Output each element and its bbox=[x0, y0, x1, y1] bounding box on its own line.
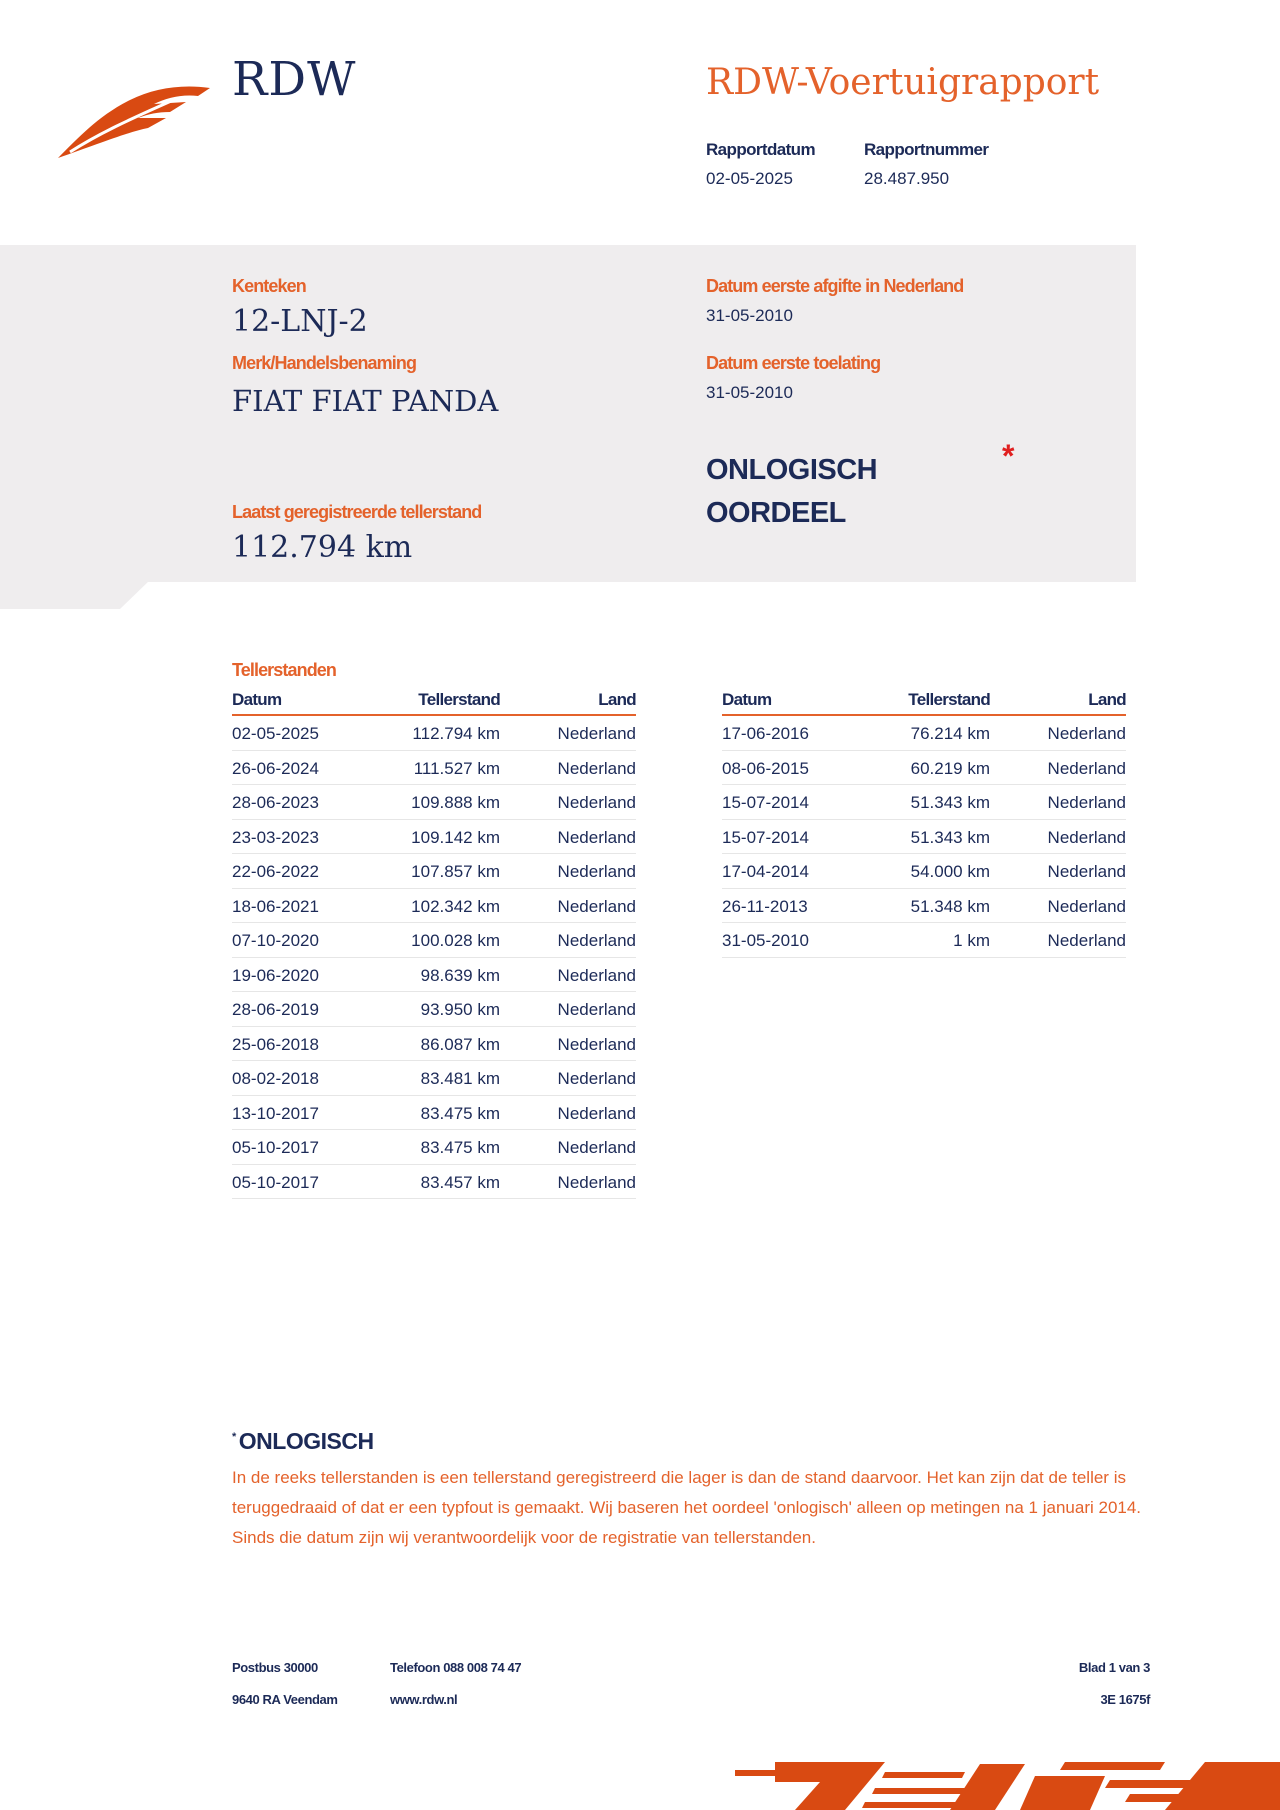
footer-page-number: Blad 1 van 3 bbox=[1078, 1660, 1150, 1675]
table-row bbox=[232, 1165, 636, 1200]
rdw-logo-icon bbox=[58, 82, 210, 162]
footnote-text: In de reeks tellerstanden is een tellerstand geregistreerd die lager is dan de stand daarvoor. Het kan zijn dat de teller is teruggedraaid of dat er een typfout is gemaakt. Wij baseren het oordeel 'onlogisch' alleen op metingen na 1 januari 2014. Sinds die datum zijn wij verantwoordelijk voor de registratie van tellerstanden. bbox=[232, 1468, 1142, 1547]
row-reading: 51.343 km bbox=[910, 827, 990, 847]
row-date: 05-10-2017 bbox=[232, 1172, 319, 1192]
table-row bbox=[232, 820, 636, 855]
row-country: Nederland bbox=[557, 793, 636, 812]
footer-pobox: Postbus 30000 bbox=[232, 1660, 318, 1675]
row-country: Nederland bbox=[557, 1000, 636, 1019]
col-header-country: Land bbox=[598, 690, 636, 709]
footnote-title-text: ONLOGISCH bbox=[238, 1428, 374, 1454]
row-date: 17-04-2014 bbox=[722, 862, 809, 881]
row-reading: 111.527 km bbox=[413, 758, 500, 778]
row-country: Nederland bbox=[1047, 758, 1126, 778]
footnote-asterisk: * bbox=[232, 1431, 236, 1444]
table-row bbox=[232, 751, 636, 786]
table-row bbox=[232, 992, 636, 1027]
row-country: Nederland bbox=[557, 1034, 636, 1054]
row-country: Nederland bbox=[1047, 896, 1126, 916]
row-date: 08-02-2018 bbox=[232, 1069, 319, 1088]
table-row bbox=[722, 785, 1126, 820]
row-reading: 83.475 km bbox=[420, 1103, 500, 1123]
table-row bbox=[232, 785, 636, 820]
verdict-line-2: OORDEEL bbox=[706, 497, 846, 529]
table-header bbox=[722, 680, 1126, 716]
report-number-value: 28.487.950 bbox=[864, 169, 950, 188]
row-date: 15-07-2014 bbox=[722, 827, 809, 847]
row-reading: 86.087 km bbox=[420, 1034, 500, 1054]
footnote-title bbox=[232, 1428, 374, 1455]
row-reading: 109.888 km bbox=[411, 793, 500, 812]
footer-website[interactable]: www.rdw.nl bbox=[390, 1692, 458, 1707]
table-row bbox=[722, 854, 1126, 889]
row-reading: 51.348 km bbox=[910, 896, 990, 916]
footer-code: 3E 1675f bbox=[1100, 1692, 1150, 1707]
row-date: 05-10-2017 bbox=[232, 1138, 319, 1157]
col-header-date: Datum bbox=[722, 690, 772, 709]
report-date-label: Rapportdatum bbox=[706, 140, 815, 159]
row-date: 25-06-2018 bbox=[232, 1034, 319, 1054]
row-country: Nederland bbox=[557, 931, 636, 950]
table-header bbox=[232, 680, 636, 716]
row-country: Nederland bbox=[557, 827, 636, 847]
row-date: 13-10-2017 bbox=[232, 1103, 319, 1123]
row-reading: 112.794 km bbox=[412, 724, 500, 743]
row-reading: 83.457 km bbox=[420, 1172, 500, 1192]
verdict-asterisk: * bbox=[1002, 438, 1015, 474]
row-date: 22-06-2022 bbox=[232, 862, 319, 881]
row-country: Nederland bbox=[557, 758, 636, 778]
first-admission-value: 31-05-2010 bbox=[706, 383, 793, 402]
table-row bbox=[232, 716, 636, 751]
row-country: Nederland bbox=[557, 1138, 636, 1157]
table-row bbox=[722, 751, 1126, 786]
table-row bbox=[232, 958, 636, 993]
row-reading: 54.000 km bbox=[910, 862, 990, 881]
table-row bbox=[232, 854, 636, 889]
row-reading: 109.142 km bbox=[411, 827, 500, 847]
table-row bbox=[232, 889, 636, 924]
row-date: 15-07-2014 bbox=[722, 793, 809, 812]
row-country: Nederland bbox=[1047, 793, 1126, 812]
row-country: Nederland bbox=[557, 1172, 636, 1192]
table-body bbox=[232, 716, 636, 1199]
row-country: Nederland bbox=[557, 896, 636, 916]
first-admission-label: Datum eerste toelating bbox=[706, 353, 881, 373]
row-reading: 98.639 km bbox=[420, 965, 500, 985]
first-issue-nl-value: 31-05-2010 bbox=[706, 306, 793, 325]
row-reading: 83.481 km bbox=[420, 1069, 500, 1088]
row-date: 26-06-2024 bbox=[232, 758, 319, 778]
table-row bbox=[722, 716, 1126, 751]
make-value: FIAT FIAT PANDA bbox=[232, 384, 499, 418]
table-row bbox=[232, 1061, 636, 1096]
footer-phone: Telefoon 088 008 74 47 bbox=[390, 1660, 522, 1675]
row-country: Nederland bbox=[557, 724, 636, 743]
row-reading: 93.950 km bbox=[420, 1000, 500, 1019]
report-title: RDW-Voertuigrapport bbox=[706, 62, 1100, 103]
row-date: 17-06-2016 bbox=[722, 724, 809, 743]
col-header-country: Land bbox=[1088, 690, 1126, 709]
row-reading: 60.219 km bbox=[910, 758, 990, 778]
table-row bbox=[232, 1027, 636, 1062]
col-header-reading: Tellerstand bbox=[908, 690, 990, 709]
last-odometer-value: 112.794 km bbox=[232, 530, 413, 565]
row-date: 28-06-2023 bbox=[232, 793, 319, 812]
plate-label: Kenteken bbox=[232, 276, 306, 296]
report-date-value: 02-05-2025 bbox=[706, 169, 793, 188]
row-reading: 76.214 km bbox=[910, 724, 990, 743]
row-country: Nederland bbox=[1047, 827, 1126, 847]
row-country: Nederland bbox=[557, 1103, 636, 1123]
row-country: Nederland bbox=[1047, 862, 1126, 881]
plate-value: 12-LNJ-2 bbox=[232, 304, 368, 339]
table-row bbox=[722, 923, 1126, 958]
table-row bbox=[232, 923, 636, 958]
row-country: Nederland bbox=[1047, 724, 1126, 743]
first-issue-nl-label: Datum eerste afgifte in Nederland bbox=[706, 276, 964, 296]
row-date: 28-06-2019 bbox=[232, 1000, 319, 1019]
row-date: 07-10-2020 bbox=[232, 931, 319, 950]
row-reading: 102.342 km bbox=[411, 896, 500, 916]
table-row bbox=[232, 1096, 636, 1131]
row-reading: 83.475 km bbox=[420, 1138, 500, 1157]
table-body bbox=[722, 716, 1126, 958]
brand-name: RDW bbox=[232, 52, 357, 107]
row-date: 02-05-2025 bbox=[232, 724, 319, 743]
last-odometer-label: Laatst geregistreerde tellerstand bbox=[232, 502, 482, 522]
table-row bbox=[722, 820, 1126, 855]
footer-stripes-graphic-icon bbox=[735, 1758, 1280, 1810]
col-header-date: Datum bbox=[232, 690, 282, 709]
row-date: 31-05-2010 bbox=[722, 931, 809, 950]
row-country: Nederland bbox=[1047, 931, 1126, 950]
row-reading: 100.028 km bbox=[411, 931, 500, 950]
report-number-label: Rapportnummer bbox=[864, 140, 989, 159]
odometer-table-left bbox=[232, 680, 636, 1199]
make-label: Merk/Handelsbenaming bbox=[232, 353, 417, 373]
row-country: Nederland bbox=[557, 1069, 636, 1088]
row-date: 23-03-2023 bbox=[232, 827, 319, 847]
row-date: 19-06-2020 bbox=[232, 965, 319, 985]
row-date: 26-11-2013 bbox=[722, 896, 808, 916]
row-date: 18-06-2021 bbox=[232, 896, 319, 916]
table-row bbox=[722, 889, 1126, 924]
odometer-section-title: Tellerstanden bbox=[232, 660, 336, 680]
table-row bbox=[232, 1130, 636, 1165]
col-header-reading: Tellerstand bbox=[418, 690, 500, 709]
row-date: 08-06-2015 bbox=[722, 758, 809, 778]
row-reading: 107.857 km bbox=[411, 862, 500, 881]
verdict-line-1: ONLOGISCH bbox=[706, 454, 878, 486]
odometer-table-right bbox=[722, 680, 1126, 958]
footer-city: 9640 RA Veendam bbox=[232, 1692, 338, 1707]
vehicle-summary-panel bbox=[0, 245, 1136, 582]
row-reading: 51.343 km bbox=[910, 793, 990, 812]
row-country: Nederland bbox=[557, 862, 636, 881]
panel-tab-decoration bbox=[0, 580, 150, 609]
row-country: Nederland bbox=[557, 965, 636, 985]
row-reading: 1 km bbox=[953, 931, 990, 950]
